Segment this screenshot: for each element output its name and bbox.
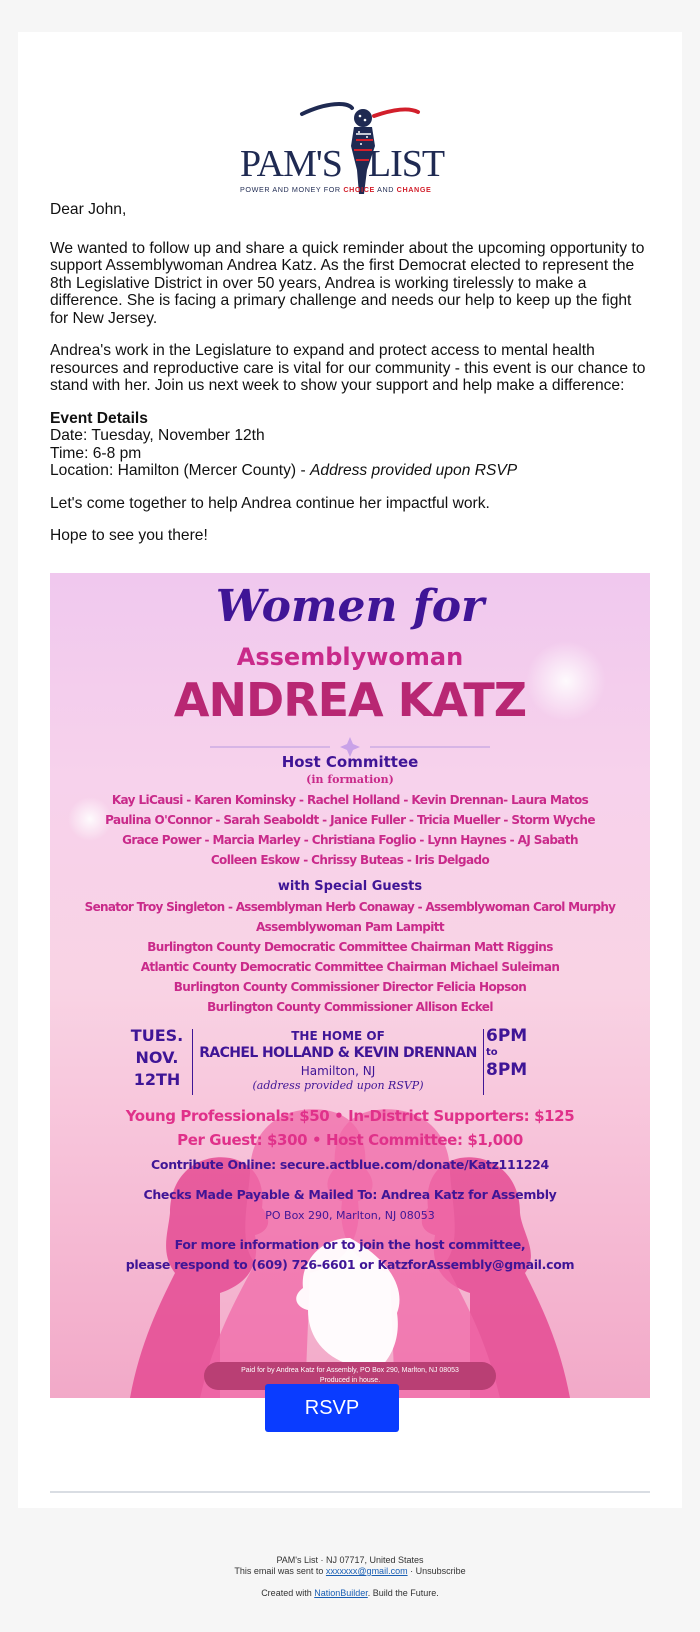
rsvp-button[interactable]: RSVP — [265, 1384, 399, 1432]
host-name-line: Grace Power - Marcia Marley - Christiana Foglio - Lynn Haynes - AJ Sabath — [122, 833, 578, 847]
paragraph-2: Andrea's work in the Legislature to expand and protect access to mental health resources and reproductive care is vital for our community - this event is our chance to stand with her. Join us next week to show your support and help make a difference: — [50, 342, 646, 394]
guest-line: Senator Troy Singleton - Assemblyman Herb Conaway - Assemblywoman Carol Murphy — [84, 900, 616, 914]
event-time-to: to — [486, 1047, 498, 1058]
event-details-heading: Event Details — [50, 409, 148, 427]
event-time-end: 8PM — [486, 1060, 528, 1080]
logo-tagline — [240, 185, 480, 194]
host-committee-heading: Host Committee — [281, 753, 419, 771]
event-time-block — [486, 1025, 542, 1081]
event-location-note: Address provided upon RSVP — [310, 462, 518, 479]
event-day-line: 12TH — [133, 1070, 181, 1089]
event-date: Date: Tuesday, November 12th — [50, 427, 265, 444]
paid-for-line: Paid for by Andrea Katz for Assembly, PO Box 290, Marlton, NJ 08053 — [241, 1367, 459, 1374]
guest-line: Burlington County Democratic Committee Chairman Matt Riggins — [147, 940, 553, 954]
checks-payable: Checks Made Payable & Mailed To: Andrea Katz for Assembly — [143, 1187, 557, 1202]
venue-names: RACHEL HOLLAND & KEVIN DRENNAN — [199, 1045, 477, 1061]
flyer-title-role: Assemblywoman — [236, 643, 464, 671]
email-footer — [0, 1555, 700, 1599]
flyer-title-script: Women for — [215, 581, 485, 632]
email-body — [50, 201, 650, 560]
venue-note: (address provided upon RSVP) — [252, 1079, 424, 1092]
logo-wordmark-left: PAM'S — [240, 143, 342, 185]
venue-heading: THE HOME OF — [291, 1029, 385, 1043]
paid-for-line: Produced in house. — [319, 1377, 381, 1384]
more-info-line: For more information or to join the host committee, — [174, 1237, 526, 1252]
event-flyer-image[interactable] — [50, 573, 650, 1398]
footer-separator: · — [407, 1566, 416, 1576]
email-card — [18, 32, 682, 1508]
venue-divider-right — [483, 1029, 484, 1095]
event-day-line: TUES. — [130, 1026, 184, 1045]
special-guests-heading: with Special Guests — [277, 879, 423, 894]
nationbuilder-link[interactable]: NationBuilder — [314, 1588, 368, 1598]
paragraph-3: Let's come together to help Andrea continue her impactful work. — [50, 494, 490, 512]
greeting: Dear John, — [50, 201, 127, 218]
event-time: Time: 6-8 pm — [50, 444, 142, 462]
recipient-email-link[interactable]: xxxxxxx@gmail.com — [325, 1566, 408, 1576]
flyer-title-name: ANDREA KATZ — [173, 673, 527, 727]
guest-line: Burlington County Commissioner Allison Eckel — [207, 1000, 493, 1014]
host-name-line: Colleen Eskow - Chrissy Buteas - Iris Delgado — [210, 853, 490, 867]
guest-line: Atlantic County Democratic Committee Chairman Michael Suleiman — [140, 960, 560, 974]
event-day-line: NOV. — [135, 1048, 179, 1067]
footer-created-prefix: Created with — [261, 1588, 315, 1598]
paragraph-1: We wanted to follow up and share a quick reminder about the upcoming opportunity to support Assemblywoman Andrea Katz. As the first Democrat elected to represent the 8th Legislative District in over 50 years, Andrea is working tirelessly to make a difference. She is facing a primary challenge and needs our help to keep up the fight for New Jersey. — [50, 239, 645, 327]
ticket-tiers-line: Per Guest: $300 • Host Committee: $1,000 — [177, 1131, 523, 1149]
po-box: PO Box 290, Marlton, NJ 08053 — [265, 1209, 435, 1222]
ticket-tiers-line: Young Professionals: $50 • In-District Supporters: $125 — [125, 1107, 575, 1125]
event-location-text: Location: Hamilton (Mercer County) - — [50, 462, 310, 479]
contribute-online: Contribute Online: secure.actblue.com/donate/Katz111224 — [151, 1157, 549, 1172]
pams-list-logo[interactable] — [232, 72, 482, 198]
unsubscribe-link[interactable]: Unsubscribe — [415, 1566, 466, 1576]
footer-sent-to — [0, 1566, 700, 1577]
host-name-line: Paulina O'Connor - Sarah Seaboldt - Janice Fuller - Tricia Mueller - Storm Wyche — [105, 813, 595, 827]
host-name-line: Kay LiCausi - Karen Kominsky - Rachel Holland - Kevin Drennan- Laura Matos — [111, 793, 589, 807]
logo-tagline-choice: CHOICE — [343, 185, 375, 194]
footer-created-with — [0, 1588, 700, 1599]
logo-tagline-part1: POWER AND MONEY FOR — [240, 185, 344, 194]
logo-tagline-change: CHANGE — [396, 185, 432, 194]
logo-wordmark-right: LIST — [367, 143, 445, 185]
more-info-line: please respond to (609) 726-6601 or KatzforAssembly@gmail.com — [125, 1257, 575, 1272]
event-location — [50, 462, 650, 480]
venue-block — [193, 1029, 483, 1093]
host-committee-sub: (in formation) — [306, 773, 394, 786]
guest-line: Assemblywoman Pam Lampitt — [255, 920, 445, 934]
footer-address: PAM's List · NJ 07717, United States — [276, 1555, 424, 1565]
guest-line: Burlington County Commissioner Director Felicia Hopson — [173, 980, 527, 994]
footer-sent-prefix: This email was sent to — [234, 1566, 326, 1576]
event-day-block — [122, 1025, 192, 1091]
event-time-start: 6PM — [486, 1026, 528, 1046]
footer-divider — [50, 1491, 650, 1493]
footer-created-suffix: . Build the Future. — [367, 1588, 439, 1598]
logo-tagline-and: AND — [374, 185, 397, 194]
venue-city: Hamilton, NJ — [300, 1064, 376, 1078]
paragraph-4: Hope to see you there! — [50, 527, 208, 544]
event-details — [50, 410, 650, 480]
